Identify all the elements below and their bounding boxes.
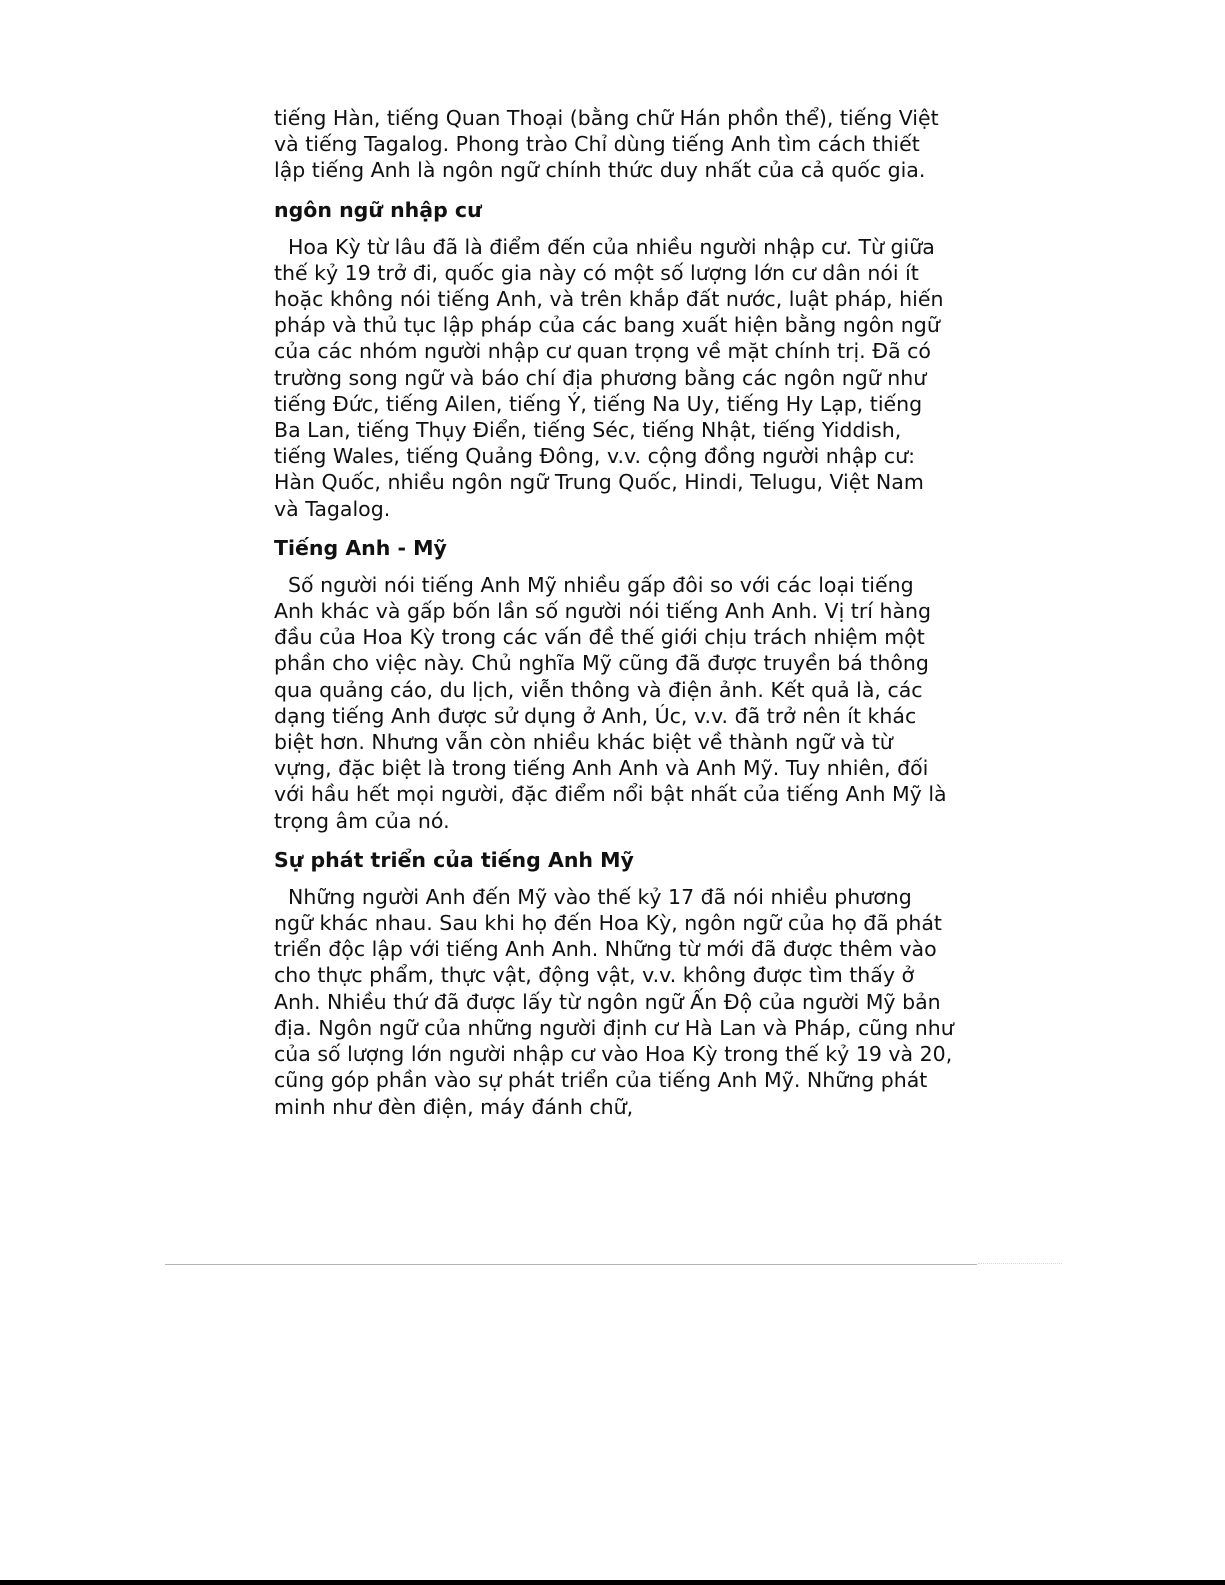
paragraph-languages-intro: tiếng Hàn, tiếng Quan Thoại (bằng chữ Hán phồn thể), tiếng Việt và tiếng Tagalog. Phong trào Chỉ dùng tiếng Anh tìm cách thiết lập tiếng Anh là ngôn ngữ chính thức duy nhất của cả quốc gia. xyxy=(274,106,939,183)
heading-american-english: Tiếng Anh - Mỹ xyxy=(274,535,447,560)
page-footer-divider xyxy=(165,1264,977,1265)
heading-development-of-american-english: Sự phát triển của tiếng Anh Mỹ xyxy=(274,847,634,872)
page-body xyxy=(274,105,954,1120)
paragraph-american-english: Số người nói tiếng Anh Mỹ nhiều gấp đôi so với các loại tiếng Anh khác và gấp bốn lần số người nói tiếng Anh Anh. Vị trí hàng đầu của Hoa Kỳ trong các vấn đề thế giới chịu trách nhiệm một phần cho việc này. Chủ nghĩa Mỹ cũng đã được truyền bá thông qua quảng cáo, du lịch, viễn thông và điện ảnh. Kết quả là, các dạng tiếng Anh được sử dụng ở Anh, Úc, v.v. đã trở nên ít khác biệt hơn. Nhưng vẫn còn nhiều khác biệt về thành ngữ và từ vựng, đặc biệt là trong tiếng Anh Anh và Anh Mỹ. Tuy nhiên, đối với hầu hết mọi người, đặc điểm nổi bật nhất của tiếng Anh Mỹ là trọng âm của nó. xyxy=(274,572,947,833)
viewer-bottom-edge xyxy=(0,1580,1225,1585)
heading-immigrant-languages: ngôn ngữ nhập cư xyxy=(274,197,482,222)
paragraph-development-of-american-english: Những người Anh đến Mỹ vào thế kỷ 17 đã nói nhiều phương ngữ khác nhau. Sau khi họ đến Hoa Kỳ, ngôn ngữ của họ đã phát triển độc lập với tiếng Anh Anh. Những từ mới đã được thêm vào cho thực phẩm, thực vật, động vật, v.v. không được tìm thấy ở Anh. Nhiều thứ đã được lấy từ ngôn ngữ Ấn Độ của người Mỹ bản địa. Ngôn ngữ của những người định cư Hà Lan và Pháp, cũng như của số lượng lớn người nhập cư vào Hoa Kỳ trong thế kỷ 19 và 20, cũng góp phần vào sự phát triển của tiếng Anh Mỹ. Những phát minh như đèn điện, máy đánh chữ, xyxy=(274,884,954,1119)
page-footer-faint-mark xyxy=(978,1263,1062,1264)
paragraph-immigrant-languages: Hoa Kỳ từ lâu đã là điểm đến của nhiều người nhập cư. Từ giữa thế kỷ 19 trở đi, quốc gia này có một số lượng lớn cư dân nói ít hoặc không nói tiếng Anh, và trên khắp đất nước, luật pháp, hiến pháp và thủ tục lập pháp của các bang xuất hiện bằng ngôn ngữ của các nhóm người nhập cư quan trọng về mặt chính trị. Đã có trường song ngữ và báo chí địa phương bằng các ngôn ngữ như tiếng Đức, tiếng Ailen, tiếng Ý, tiếng Na Uy, tiếng Hy Lạp, tiếng Ba Lan, tiếng Thụy Điển, tiếng Séc, tiếng Nhật, tiếng Yiddish, tiếng Wales, tiếng Quảng Đông, v.v. cộng đồng người nhập cư: Hàn Quốc, nhiều ngôn ngữ Trung Quốc, Hindi, Telugu, Việt Nam và Tagalog. xyxy=(274,234,944,521)
